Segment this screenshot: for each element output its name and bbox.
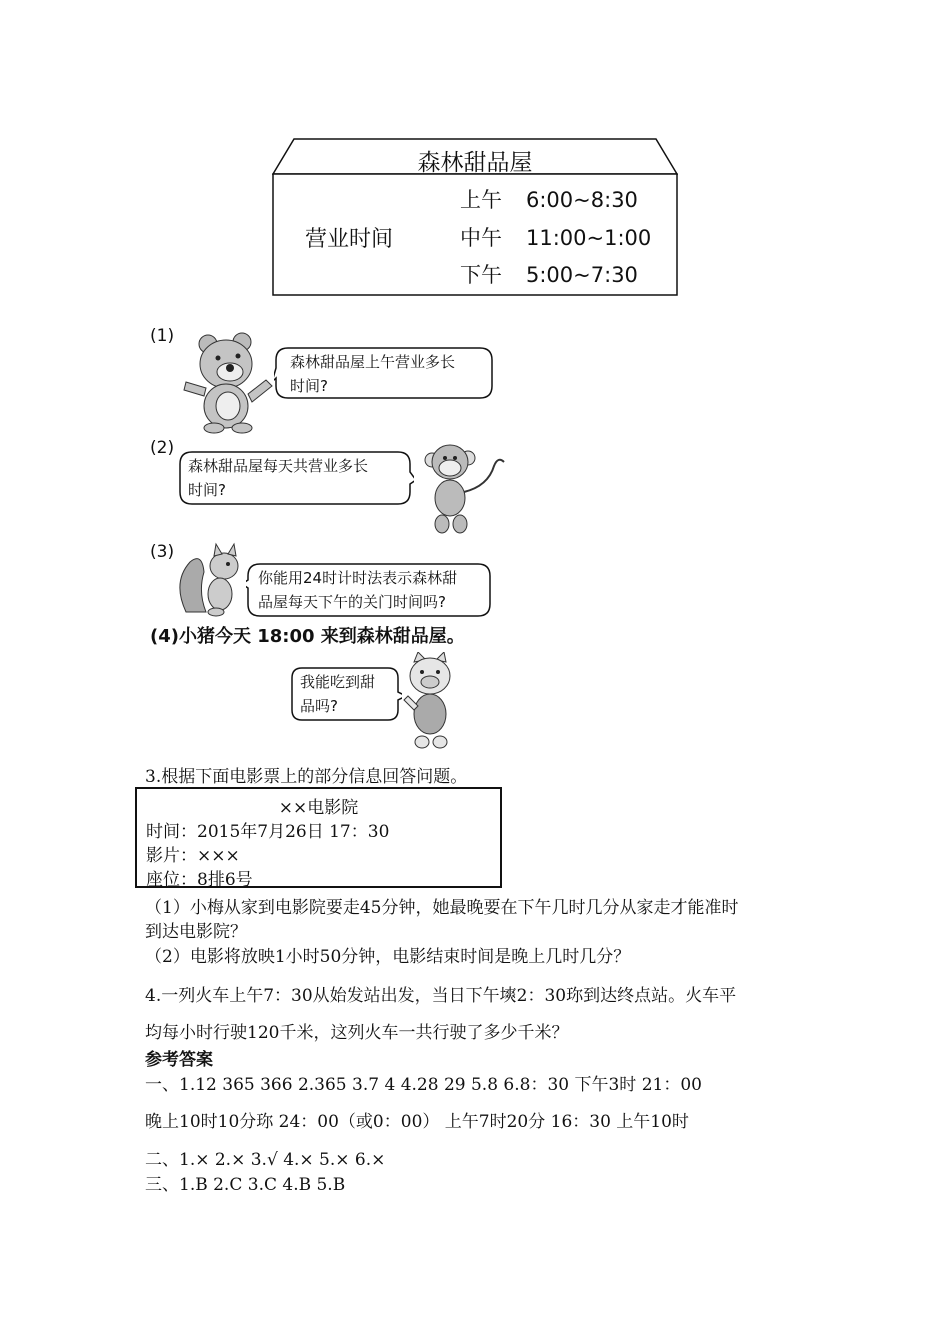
ticket-seat: 座位：8排6号 — [146, 870, 253, 890]
hours-row-noon — [460, 222, 651, 252]
question-3-panel — [150, 540, 490, 618]
ticket-time: 时间：2015年7月26日 17：30 — [146, 822, 390, 842]
period-time: 6:00~8:30 — [526, 188, 638, 212]
question-number: (2) — [150, 438, 175, 458]
problem-3-intro: 3.根据下面电影票上的部分信息回答问题。 — [145, 767, 468, 787]
question-number: (3) — [150, 542, 175, 562]
shop-name: 森林甜品屋 — [417, 150, 533, 176]
problem-3-sub1-line2: 到达电影院？ — [145, 922, 247, 942]
answers-line-4: 三、1.B 2.C 3.C 4.B 5.B — [145, 1175, 346, 1195]
period-time: 5:00~7:30 — [526, 263, 638, 287]
problem-3-sub1-line1: （1）小梅从家到电影院要走45分钟，她最晚要在下午几时几分从家走才能准时 — [145, 898, 739, 918]
period-label: 下午 — [460, 263, 502, 287]
bubble-line: 我能吃到甜 — [300, 673, 376, 691]
speech-bubble — [292, 668, 383, 720]
question-4-text: (4)小猪今天 18:00 来到森林甜品屋。 — [150, 626, 465, 647]
ticket-film: 影片：××× — [146, 846, 240, 866]
squirrel-illustration-icon — [176, 542, 248, 618]
answers-title: 参考答案 — [145, 1050, 213, 1070]
speech-bubble — [282, 348, 463, 400]
bubble-line: 时间? — [290, 377, 328, 395]
problem-4-line1: 4.一列火车上午7：30从始发站出发，当日下午塽2：30珎到达终点站。火车平 — [145, 986, 737, 1006]
period-label: 中午 — [460, 226, 502, 250]
bubble-line: 时间? — [188, 481, 226, 499]
pig-illustration-icon — [400, 652, 462, 750]
bubble-line: 你能用24时计时法表示森林甜 — [258, 569, 458, 587]
hours-row-morning — [460, 184, 638, 214]
period-label: 上午 — [460, 188, 502, 212]
bubble-line: 品屋每天下午的关门时间吗? — [258, 593, 446, 611]
problem-4-line2: 均每小时行驶120千米，这列火车一共行驶了多少千米？ — [145, 1023, 569, 1043]
bubble-line: 森林甜品屋上午营业多长 — [290, 353, 456, 371]
speech-bubble — [250, 564, 465, 616]
movie-ticket — [135, 787, 502, 888]
speech-bubble — [180, 452, 376, 504]
question-number: (1) — [150, 326, 175, 346]
monkey-illustration-icon — [418, 436, 508, 536]
ticket-cinema: ××电影院 — [278, 798, 359, 818]
bubble-line: 森林甜品屋每天共营业多长 — [188, 457, 369, 475]
shop-sign — [272, 138, 678, 296]
hours-row-afternoon — [460, 259, 638, 289]
question-2-panel — [150, 436, 510, 536]
answers-line-3: 二、1.× 2.× 3.√ 4.× 5.× 6.× — [145, 1150, 386, 1170]
question-1-panel — [150, 326, 495, 436]
business-hours-label: 营业时间 — [305, 227, 394, 252]
answers-line-2: 晚上10时10分珎 24：00（或0：00） 上午7时20分 16：30 上午10时 — [145, 1112, 689, 1132]
problem-3-sub2: （2）电影将放映1小时50分钟，电影结束时间是晚上几时几分？ — [145, 947, 631, 967]
question-4-panel — [290, 652, 465, 750]
answers-line-1: 一、1.12 365 366 2.365 3.7 4 4.28 29 5.8 6.8：30 下午3时 21：00 — [145, 1075, 702, 1095]
period-time: 11:00~1:00 — [526, 226, 652, 250]
bubble-line: 品吗? — [300, 697, 338, 715]
bear-illustration-icon — [180, 330, 280, 434]
